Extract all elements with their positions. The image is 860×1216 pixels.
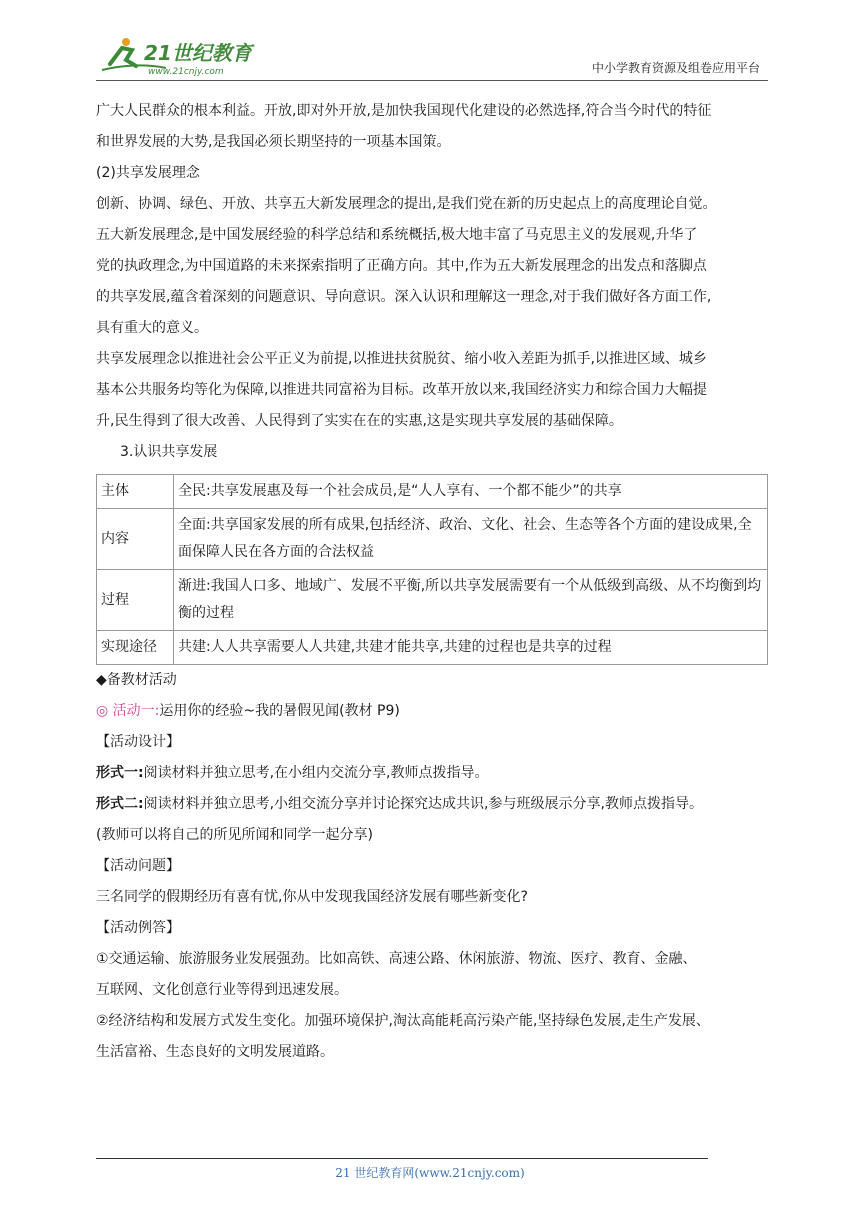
footer-divider (96, 1158, 708, 1159)
table-row (97, 570, 768, 631)
platform-name: 中小学教育资源及组卷应用平台 (591, 61, 760, 75)
paragraph-line: 五大新发展理念,是中国发展经验的科学总结和系统概括,极大地丰富了马克思主义的发展观,升华了 (96, 227, 698, 243)
row-text: 全面:共享国家发展的所有成果,包括经济、政治、文化、社会、生态等各个方面的建设成果,全面保障人民在各方面的合法权益 (174, 509, 768, 570)
form-text: 阅读材料并独立思考,小组交流分享并讨论探究达成共识,参与班级展示分享,教师点拨指导。 (143, 796, 703, 812)
paragraph-line: 创新、协调、绿色、开放、共享五大新发展理念的提出,是我们党在新的历史起点上的高度理论自觉。 (96, 196, 717, 212)
row-text: 共建:人人共享需要人人共建,共建才能共享,共建的过程也是共享的过程 (174, 631, 768, 665)
paragraph-line: 党的执政理念,为中国道路的未来探索指明了正确方向。其中,作为五大新发展理念的出发点和落脚点 (96, 258, 707, 274)
section-heading: ◆备教材活动 (96, 672, 177, 688)
answer-line: 生活富裕、生态良好的文明发展道路。 (96, 1044, 334, 1060)
paragraph-line: 广大人民群众的根本利益。开放,即对外开放,是加快我国现代化建设的必然选择,符合当今时代的特征 (96, 103, 712, 119)
note-line: (教师可以将自己的所见所闻和同学一起分享) (96, 827, 373, 843)
form-line (96, 758, 768, 789)
bracket-heading: 【活动设计】 (96, 734, 180, 750)
document-body (96, 96, 768, 1068)
answer-line: 互联网、文化创意行业等得到迅速发展。 (96, 982, 348, 998)
row-label: 主体 (97, 475, 174, 509)
logo (96, 34, 266, 78)
table-row (97, 631, 768, 665)
table-row (97, 509, 768, 570)
bracket-heading: 【活动问题】 (96, 858, 180, 874)
activity-title (96, 696, 768, 727)
paragraph-line: 和世界发展的大势,是我国必须长期坚持的一项基本国策。 (96, 134, 451, 150)
paragraph-line: 共享发展理念以推进社会公平正义为前提,以推进扶贫脱贫、缩小收入差距为抓手,以推进区域、城乡 (96, 351, 707, 367)
activity-tag: 活动一: (112, 703, 160, 719)
row-text: 全民:共享发展惠及每一个社会成员,是“人人享有、一个都不能少”的共享 (174, 475, 768, 509)
activity-marker-icon: ◎ (96, 703, 109, 719)
shared-development-table (96, 474, 768, 665)
subheading: (2)共享发展理念 (96, 165, 200, 181)
footer-text: 21 世纪教育网(www.21cnjy.com) (335, 1166, 525, 1180)
logo-text: 21世纪教育 (144, 41, 252, 65)
subheading: 3.认识共享发展 (120, 444, 218, 460)
paragraph-line: 基本公共服务均等化为保障,以推进共同富裕为目标。改革开放以来,我国经济实力和综合国力大幅提 (96, 382, 707, 398)
form-label: 形式二: (96, 796, 144, 812)
row-label: 内容 (97, 509, 174, 570)
paragraph-line: 具有重大的意义。 (96, 320, 208, 336)
form-label: 形式一: (96, 765, 144, 781)
page-header (96, 34, 768, 81)
table-row (97, 475, 768, 509)
paragraph-line: 升,民生得到了很大改善、人民得到了实实在在的实惠,这是实现共享发展的基础保障。 (96, 413, 623, 429)
answer-line: ①交通运输、旅游服务业发展强劲。比如高铁、高速公路、休闲旅游、物流、医疗、教育、金融、 (96, 951, 697, 967)
row-label: 过程 (97, 570, 174, 631)
paragraph-line: 的共享发展,蕴含着深刻的问题意识、导向意识。深入认识和理解这一理念,对于我们做好各方面工作, (96, 289, 712, 305)
form-text: 阅读材料并独立思考,在小组内交流分享,教师点拨指导。 (143, 765, 489, 781)
row-label: 实现途径 (97, 631, 174, 665)
bracket-heading: 【活动例答】 (96, 920, 180, 936)
row-text: 渐进:我国人口多、地域广、发展不平衡,所以共享发展需要有一个从低级到高级、从不均衡到均衡的过程 (174, 570, 768, 631)
activity-title-text: 运用你的经验~我的暑假见闻(教材 P9) (159, 703, 400, 719)
form-line (96, 789, 768, 820)
answer-line: ②经济结构和发展方式发生变化。加强环境保护,淘汰高能耗高污染产能,坚持绿色发展,走生产发展、 (96, 1013, 710, 1029)
logo-url: www.21cnjy.com (148, 67, 224, 77)
question-line: 三名同学的假期经历有喜有忧,你从中发现我国经济发展有哪些新变化? (96, 889, 528, 905)
